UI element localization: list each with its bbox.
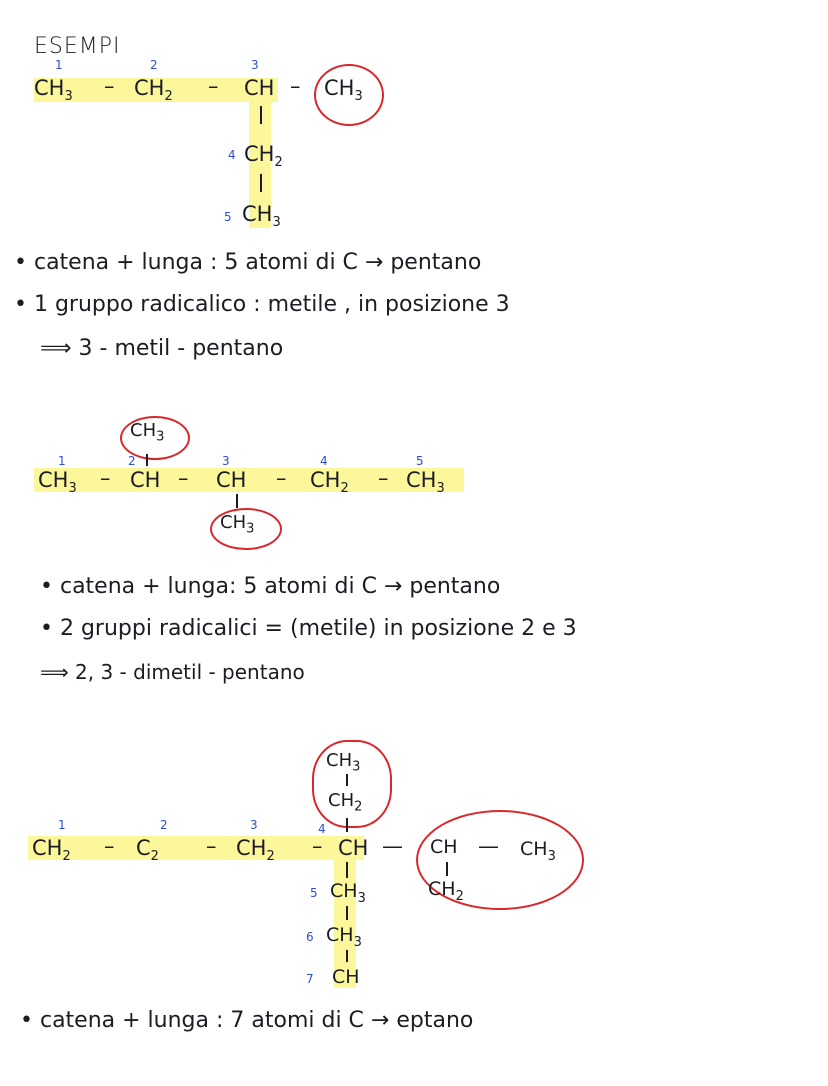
vertical-bond	[346, 818, 348, 832]
group-ch3-substituent: $CH_3$	[220, 512, 255, 537]
vertical-bond	[146, 454, 148, 466]
text-line: • catena + lunga : 7 atomi di C → eptano	[20, 1008, 474, 1033]
carbon-number: 5	[416, 454, 424, 468]
vertical-bond	[346, 774, 348, 786]
group-ch3-substituent: $CH_3$	[326, 750, 361, 775]
text-line: ⟹ 2, 3 - dimetil - pentano	[40, 660, 305, 684]
single-bond: –	[276, 466, 287, 490]
carbon-number: 3	[251, 58, 259, 72]
single-bond: —	[478, 834, 499, 858]
group-ch2: $CH_2$	[244, 142, 283, 171]
group-ch2: $CH_2$	[310, 468, 349, 497]
group-ch2-substituent: $CH_2$	[328, 790, 363, 815]
single-bond: –	[104, 834, 115, 858]
single-bond: –	[290, 74, 301, 98]
text-line: • 2 gruppi radicalici = (metile) in posizione 2 e 3	[40, 616, 577, 641]
vertical-bond	[346, 862, 348, 878]
group-ch3-substituent: $CH_3$	[324, 76, 363, 105]
carbon-number: 4	[320, 454, 328, 468]
vertical-bond	[446, 862, 448, 876]
carbon-number: 2	[150, 58, 158, 72]
carbon-number: 4	[318, 822, 326, 836]
group-ch2: $CH_3$	[330, 880, 366, 906]
group-ch2: $C_2$	[136, 836, 159, 865]
group-ch3: $CH_3$	[242, 202, 281, 231]
carbon-number: 1	[55, 58, 63, 72]
group-ch3: $CH_2$	[32, 836, 71, 865]
carbon-number: 3	[250, 818, 258, 832]
page-title: ESEMPI	[34, 34, 121, 59]
carbon-number: 5	[224, 210, 232, 224]
group-ch: CH	[244, 76, 275, 100]
group-ch: CH	[332, 966, 360, 988]
text-line: • catena + lunga: 5 atomi di C → pentano	[40, 574, 501, 599]
highlight-main-chain	[34, 468, 464, 492]
vertical-bond	[346, 950, 348, 962]
carbon-number: 2	[160, 818, 168, 832]
group-ch-substituent: CH	[430, 836, 458, 858]
vertical-bond	[236, 494, 238, 508]
text-line: • catena + lunga : 5 atomi di C → pentano	[14, 250, 482, 275]
group-ch3-substituent: $CH_3$	[130, 420, 165, 445]
single-bond: –	[100, 466, 111, 490]
group-ch2: $CH_2$	[134, 76, 173, 105]
text-line: • 1 gruppo radicalico : metile , in posizione 3	[14, 292, 510, 317]
vertical-bond	[260, 106, 262, 124]
group-ch2: $CH_3$	[326, 924, 362, 950]
carbon-number: 7	[306, 972, 314, 986]
group-ch3: $CH_3$	[406, 468, 445, 497]
single-bond: –	[208, 74, 219, 98]
carbon-number: 2	[128, 454, 136, 468]
carbon-number: 6	[306, 930, 314, 944]
group-ch: CH	[216, 468, 247, 492]
vertical-bond	[260, 174, 262, 192]
carbon-number: 3	[222, 454, 230, 468]
single-bond: –	[104, 74, 115, 98]
group-ch3-substituent: $CH_3$	[520, 838, 556, 864]
group-ch: CH	[130, 468, 161, 492]
carbon-number: 1	[58, 454, 66, 468]
single-bond: –	[312, 834, 323, 858]
vertical-bond	[346, 906, 348, 920]
single-bond: —	[382, 834, 403, 858]
single-bond: –	[206, 834, 217, 858]
group-ch2: $CH_2$	[236, 836, 275, 865]
group-ch3-substituent: $CH_2$	[428, 878, 464, 904]
single-bond: –	[378, 466, 389, 490]
carbon-number: 4	[228, 148, 236, 162]
carbon-number: 1	[58, 818, 66, 832]
group-ch3: $CH_3$	[38, 468, 77, 497]
group-c: CH	[338, 836, 369, 860]
single-bond: –	[178, 466, 189, 490]
carbon-number: 5	[310, 886, 318, 900]
group-ch3: $CH_3$	[34, 76, 73, 105]
text-line: ⟹ 3 - metil - pentano	[40, 336, 284, 361]
